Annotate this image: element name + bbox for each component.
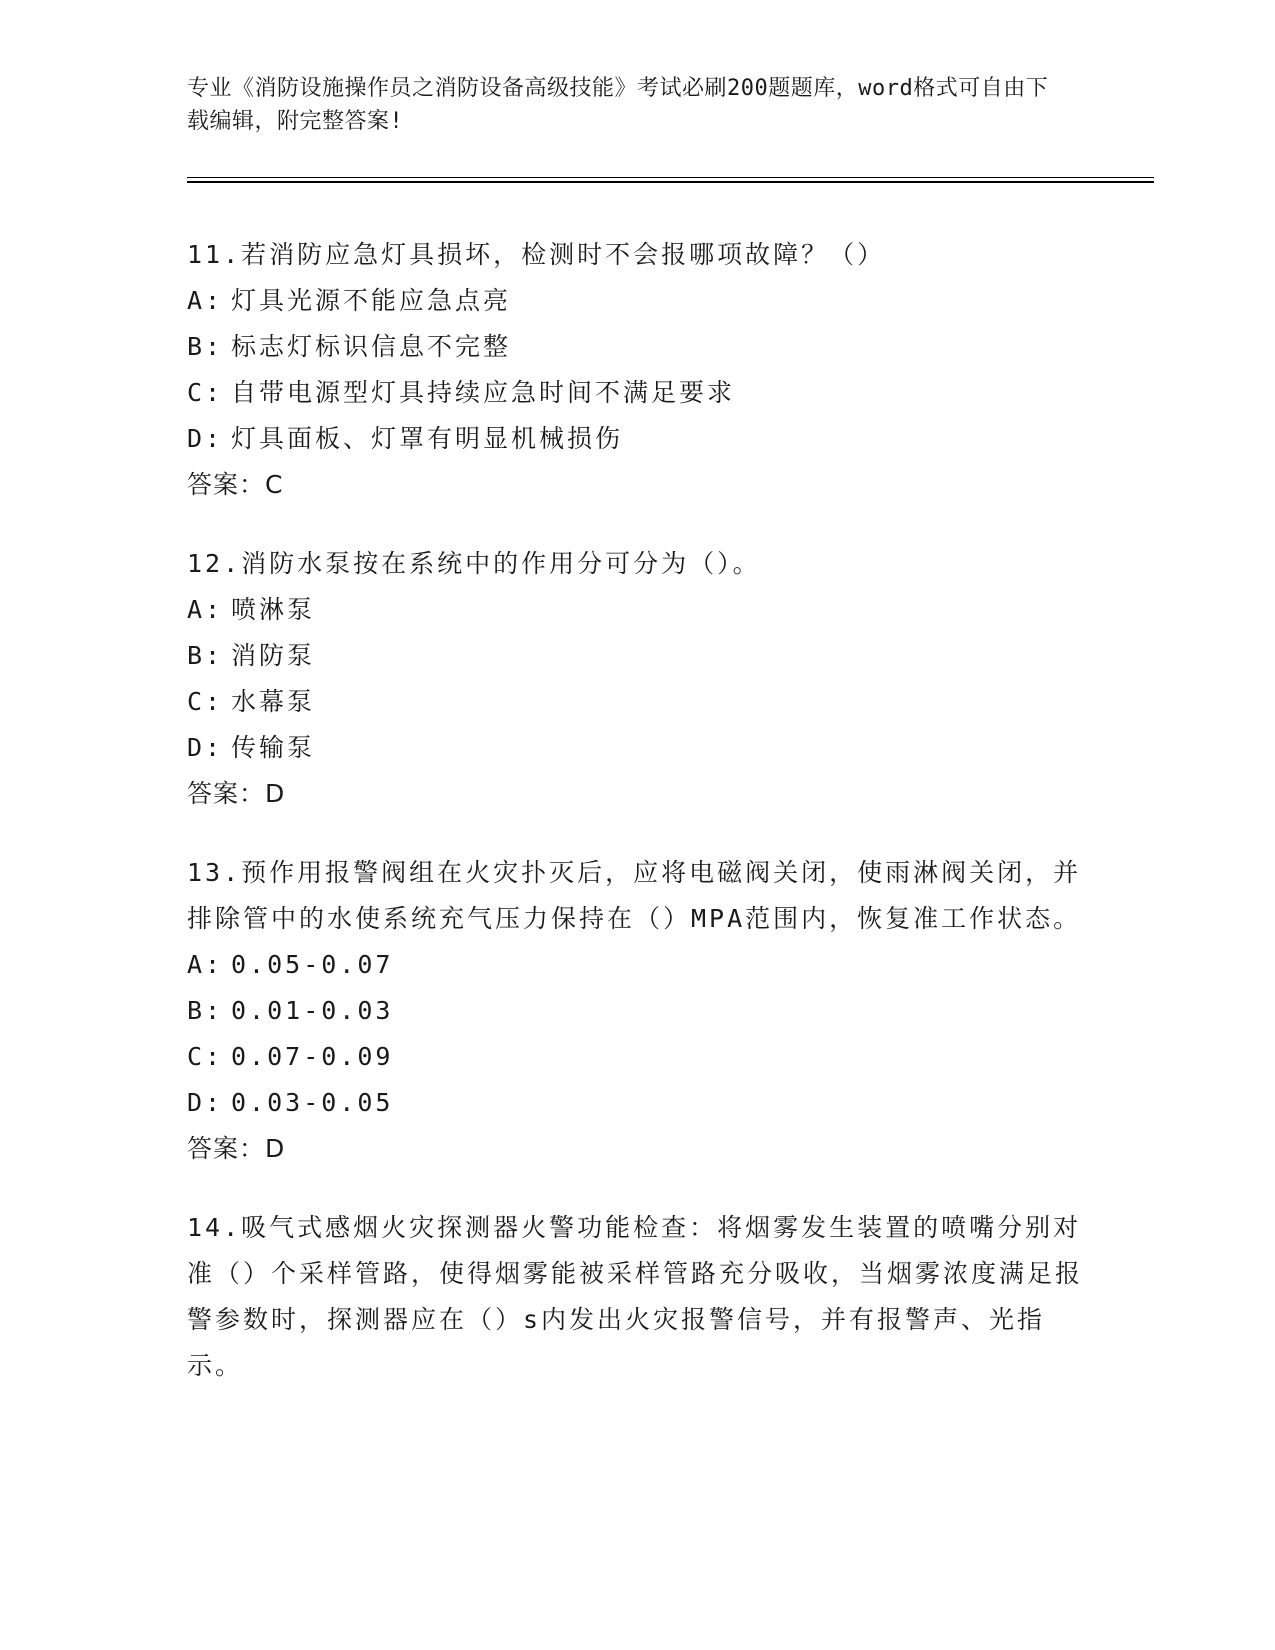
option-text: 灯具光源不能应急点亮	[231, 286, 512, 315]
question-stem: 13.预作用报警阀组在火灾扑灭后，应将电磁阀关闭，使雨淋阀关闭，并排除管中的水使系统充气压力保持在（）MPA范围内，恢复准工作状态。	[187, 858, 1082, 933]
option-letter: D:	[187, 1088, 224, 1117]
option-letter: A:	[187, 595, 224, 624]
option-letter: C:	[187, 1042, 224, 1071]
option-text: 0.01-0.03	[231, 996, 394, 1025]
option-letter: C:	[187, 687, 224, 716]
answer-line: 答案：D	[187, 1134, 286, 1163]
question-stem: 14.吸气式感烟火灾探测器火警功能检查：将烟雾发生装置的喷嘴分别对准（）个采样管路，使得烟雾能被采样管路充分吸收，当烟雾浓度满足报警参数时，探测器应在（）s内发出火灾报警信号，并有报警声、光指示。	[187, 1213, 1084, 1380]
question-stem: 12.消防水泵按在系统中的作用分可分为（）。	[187, 549, 761, 578]
option-c	[187, 1034, 1087, 1080]
question-list	[187, 232, 1087, 1422]
option-letter: A:	[187, 950, 224, 979]
option-a	[187, 942, 1087, 988]
option-text: 标志灯标识信息不完整	[231, 332, 512, 361]
option-text: 0.07-0.09	[231, 1042, 394, 1071]
answer-line: 答案：C	[187, 470, 284, 499]
option-d	[187, 416, 1087, 462]
option-b	[187, 633, 1087, 679]
option-text: 传输泵	[231, 733, 316, 762]
header-divider	[187, 177, 1154, 183]
option-c	[187, 370, 1087, 416]
option-a	[187, 278, 1087, 324]
option-text: 喷淋泵	[231, 595, 316, 624]
question-14	[187, 1205, 1087, 1389]
option-text: 0.03-0.05	[231, 1088, 394, 1117]
option-a	[187, 587, 1087, 633]
option-b	[187, 988, 1087, 1034]
option-text: 消防泵	[231, 641, 316, 670]
option-text: 自带电源型灯具持续应急时间不满足要求	[231, 378, 736, 407]
question-12	[187, 541, 1087, 817]
document-header: 专业《消防设施操作员之消防设备高级技能》考试必刷200题题库，word格式可自由下载编辑，附完整答案!	[187, 76, 1049, 134]
option-text: 0.05-0.07	[231, 950, 394, 979]
answer-line: 答案：D	[187, 779, 286, 808]
option-letter: D:	[187, 424, 224, 453]
option-letter: A:	[187, 286, 224, 315]
option-letter: B:	[187, 996, 224, 1025]
question-stem: 11.若消防应急灯具损坏，检测时不会报哪项故障？（）	[187, 240, 886, 269]
option-text: 水幕泵	[231, 687, 316, 716]
option-letter: B:	[187, 332, 224, 361]
option-b	[187, 324, 1087, 370]
question-13	[187, 850, 1087, 1172]
question-11	[187, 232, 1087, 508]
option-d	[187, 1080, 1087, 1126]
option-d	[187, 725, 1087, 771]
option-letter: C:	[187, 378, 224, 407]
option-letter: D:	[187, 733, 224, 762]
option-c	[187, 679, 1087, 725]
option-text: 灯具面板、灯罩有明显机械损伤	[231, 424, 624, 453]
option-letter: B:	[187, 641, 224, 670]
